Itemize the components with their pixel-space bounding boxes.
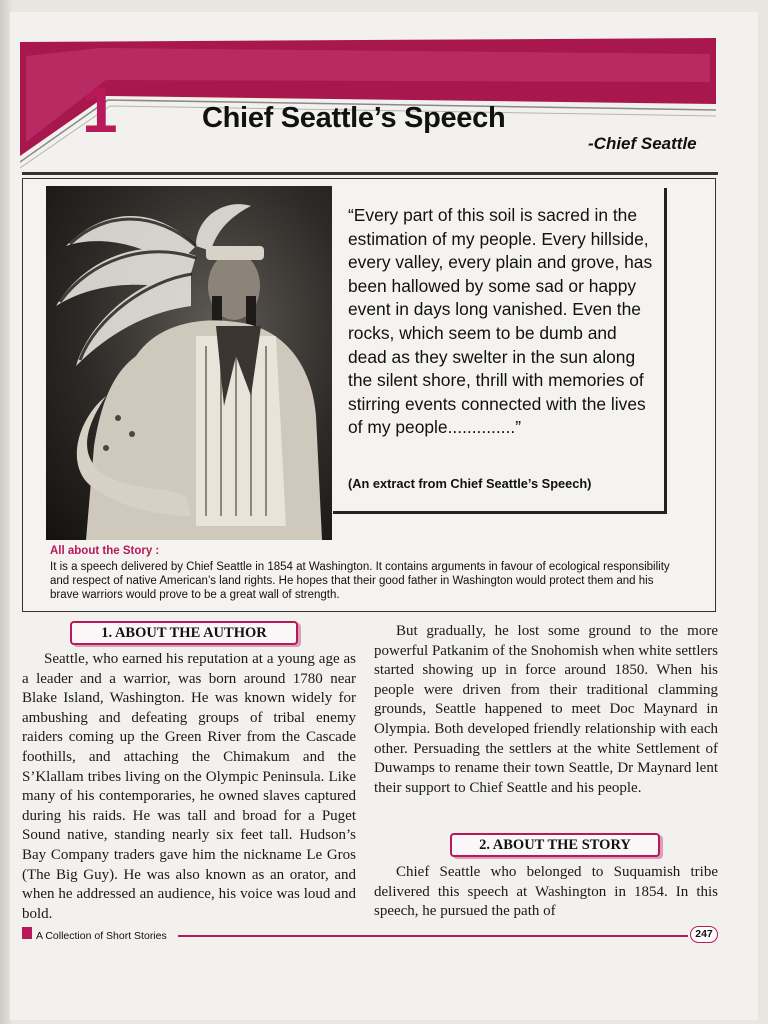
chapter-author: -Chief Seattle xyxy=(588,134,697,153)
footer-marker xyxy=(22,927,32,939)
chapter-title: Chief Seattle’s Speech xyxy=(202,102,506,134)
author-paragraph xyxy=(22,650,356,924)
story-box-body: It is a speech delivered by Chief Seattle in 1854 at Washington. It contains arguments in favour of ecological responsibility and respect of native American’s land rights. He hopes that their good father in Washington would protect them and his brave warriors would prove to be a great wall of strength. xyxy=(50,561,670,601)
section-heading-author: 1. ABOUT THE AUTHOR xyxy=(70,621,298,645)
quote-text: “Every part of this soil is sacred in the estimation of my people. Every hillside, every valley, every plain and grove, has been hallowed by some sad or happy event in days long vanished. Even the rocks, which seem to be dumb and dead as they swelter in the sun along the silent shore, thrill with memories of stirring events connected with the lives of my people..............” xyxy=(348,205,653,438)
author-paragraph-text: Seattle, who earned his reputation at a young age as a leader and a warrior, was born around 1780 near Blake Island, Washington. He was known widely for ambushing and defeating groups of tribal enemy raiders coming up the Green River from the Cascade foothills, and attaching the Chimakum and the S’Klallam tribes living on the Olympic Peninsula. Like many of his contemporaries, he owned slaves captured during his raids. He was tall and broad for a Puget Sound native, standing nearly six feet tall. Hudson’s Bay Company traders gave him the nickname Le Gros (The Big Guy). He was also known as an orator, and when he addressed an audience, his voice was loud and bold. xyxy=(22,651,356,922)
author-paragraph-continued-text: But gradually, he lost some ground to the more powerful Patkanim of the Snohomish when white settlers started showing up in force around 1850. When his people were driven from their traditional clamming grounds, Seattle happened to meet Doc Maynard in Olympia. Both developed friendly relationship with each other. Persuading the settlers at the white Settlement of Duwamps to rename their town Seattle, Dr Maynard lent their support to Chief Seattle and his people. xyxy=(374,623,718,796)
story-box-heading: All about the Story : xyxy=(50,545,160,557)
footer-rule xyxy=(178,935,688,937)
chief-seattle-photo xyxy=(46,186,332,540)
page-number: 247 xyxy=(690,926,718,943)
story-paragraph-text: Chief Seattle who belonged to Suquamish tribe delivered this speech at Washington in 1854. In this speech, he pursued the path of xyxy=(374,864,718,920)
chapter-number: 1 xyxy=(82,74,118,146)
author-paragraph-continued xyxy=(374,622,718,798)
quote-source: (An extract from Chief Seattle’s Speech) xyxy=(348,476,592,491)
section-heading-story: 2. ABOUT THE STORY xyxy=(450,833,660,857)
header-rule xyxy=(22,172,718,175)
story-paragraph xyxy=(374,863,718,922)
footer-book-title: A Collection of Short Stories xyxy=(36,930,167,942)
portrait-illustration xyxy=(46,186,332,540)
